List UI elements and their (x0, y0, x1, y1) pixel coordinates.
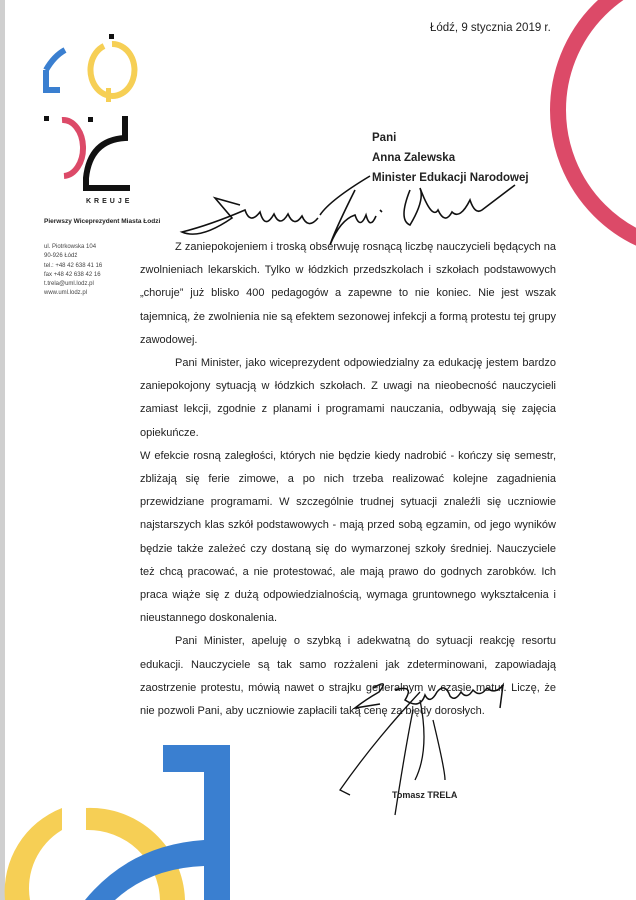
contact-fax: fax +48 42 638 42 16 (44, 271, 101, 278)
recipient-line: Pani (372, 132, 397, 144)
paragraph: Z zaniepokojeniem i troską obserwuję rosnącą liczbę nauczycieli będących na zwolnieniach lekarskich. Tylko w łódzkich przedszkolach i szkołach podstawowych „choruje” już blisko 400 pedagogów a zapewne to nie koniec. Nie jest wszak tajemnicą, że zwolnienia nie są efektem sezonowej infekcji a formą protestu tej grupy zawodowej. (140, 241, 556, 346)
sender-contact (44, 243, 102, 299)
letter-body (140, 236, 556, 723)
decorative-bottom-shapes (0, 700, 320, 900)
paragraph: Pani Minister, jako wiceprezydent odpowiedzialny za edukację jestem bardzo zaniepokojony sytuacją w łódzkich szkołach. Z uwagi na nieobecność nauczycieli zamiast lekcji, zgodnie z planami i programami nauczania, odbywają się zajęcia opiekuńcze. (140, 357, 556, 439)
contact-website[interactable]: www.uml.lodz.pl (44, 290, 88, 297)
paragraph: Pani Minister, apeluję o szybką i adekwatną do sytuacji reakcję resortu edukacji. Nauczyciele są tak samo rozżaleni jak zdeterminowani, zapowiadają zaostrzenie protestu, mówią nawet o strajku generalnym w czasie matur. Liczę, że nie pozwoli Pani, aby uczniowie zapłacili taką cenę za błędy dorosłych. (140, 635, 556, 718)
sender-title: Pierwszy Wiceprezydent Miasta Łodzi (44, 218, 161, 225)
contact-phone: tel.: +48 42 638 41 16 (44, 262, 103, 269)
recipient-office: Minister Edukacji Narodowej (372, 172, 529, 184)
contact-email[interactable]: t.trela@uml.lodz.pl (44, 281, 94, 288)
signer-name: Tomasz TRELA (392, 790, 458, 800)
logo-text: KREUJE (86, 198, 133, 205)
paragraph: W efekcie rosną zaległości, których nie będzie kiedy nadrobić - kończy się semestr, zbliżają się ferie zimowe, a po nich trzeba realizować kolejne zagadnienia przewidziane programami. W szczególnie trudnej sytuacji znaleźli się uczniowie najstarszych klas szkół podstawowych - mają przed sobą egzamin, od jego wyników będzie także zależeć czy dostaną się do wymarzonej szkoły średniej. Nauczyciele też chcą pracować, a nie protestować, ale mają prawo do godnych zarobków. Ich praca wiąże się z dużą odpowiedzialnością, wymaga gruntownego wykształcenia i nieustannego doskonalenia. (140, 449, 556, 625)
contact-city: 90-926 Łódź (44, 253, 78, 260)
recipient-name: Anna Zalewska (372, 152, 456, 164)
contact-address: ul. Piotrkowska 104 (44, 244, 97, 250)
letter-date: Łódź, 9 stycznia 2019 r. (430, 22, 551, 34)
lodz-logo (40, 28, 140, 198)
